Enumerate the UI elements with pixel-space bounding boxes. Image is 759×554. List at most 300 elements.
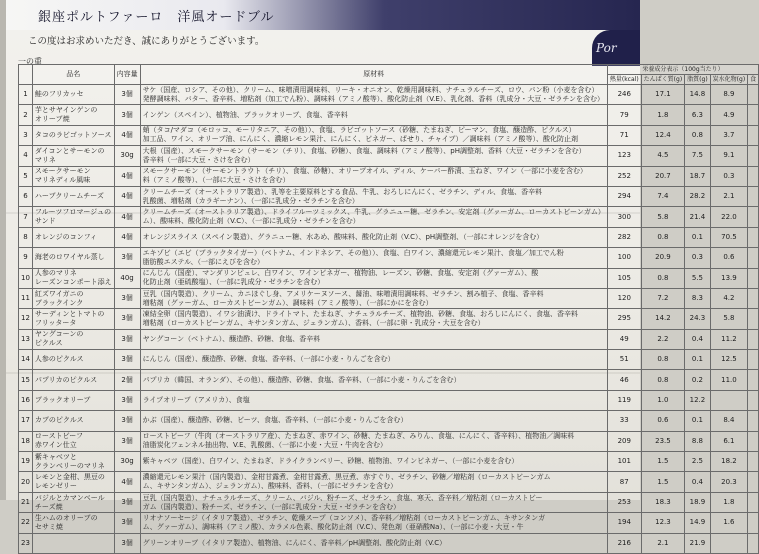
protein-value: 7.2 — [641, 288, 685, 308]
product-name-line: ハーブクリームチーズ — [34, 192, 104, 201]
fat-value: 21.9 — [685, 533, 711, 553]
carb-value: 8.9 — [710, 85, 748, 105]
product-name-line: マリネ — [34, 155, 56, 164]
ingredients — [140, 227, 607, 247]
product-name-line: 紫キャベツと — [34, 452, 77, 461]
energy-value: 300 — [607, 207, 641, 227]
table-row — [19, 431, 759, 451]
protein-value: 20.9 — [641, 248, 685, 268]
energy-value: 79 — [607, 105, 641, 125]
product-name — [32, 146, 114, 166]
table-row — [19, 513, 759, 533]
product-name — [32, 329, 114, 349]
no-header — [19, 65, 33, 85]
carb-value: 20.3 — [710, 472, 748, 492]
carb-value: 0.3 — [710, 166, 748, 186]
table-row — [19, 125, 759, 145]
table-row — [19, 390, 759, 410]
product-name — [32, 350, 114, 370]
ingredients-line: インゲン（スペイン）、植物油、ブラックオリーブ、食塩、香辛料 — [142, 110, 348, 119]
row-number: 10 — [19, 268, 33, 288]
product-name — [32, 472, 114, 492]
quantity: 3個 — [114, 390, 140, 410]
quantity: 4個 — [114, 472, 140, 492]
protein-value: 20.7 — [641, 166, 685, 186]
product-name — [32, 452, 114, 472]
protein-value: 0.8 — [641, 227, 685, 247]
page-title: 銀座ポルトファーロ 洋風オードブル — [38, 10, 275, 25]
protein-value: 17.1 — [641, 85, 685, 105]
ingredients-line: ム）、酸味料、酸化防止剤（V.C）、（一部に乳成分・ゼラチンを含む） — [142, 217, 360, 226]
ingredients — [140, 329, 607, 349]
ingredients-line: 凍結全卵（国内製造）、イワシ油漬け、ドライトマト、たまねぎ、ナチュラルチーズ、植物油、砂糖、食塩、おろしにんにく、食塩、香辛料 — [142, 309, 578, 318]
product-name-line: ローストビーフ — [34, 432, 83, 441]
product-name-line: ピクルス — [34, 339, 63, 348]
fat-value: 5.5 — [685, 268, 711, 288]
product-name-line: 人参のマリネ — [34, 269, 77, 278]
ingredients-line: スモークサーモン（サーモントラウト（チリ）、食塩、砂糖）、オリーブオイル、ディル、ケーパー酢漬、玉ねぎ、ワイン（一部に小麦を含む） — [142, 167, 588, 176]
salt-value — [748, 186, 759, 206]
product-name-line: オリーブ焼 — [34, 115, 70, 124]
salt-value — [748, 431, 759, 451]
product-name-line: サーディンとトマトの — [34, 309, 105, 318]
table-row — [19, 533, 759, 553]
product-name-line: パプリカのピクルス — [34, 375, 98, 384]
product-name-line: カブのピクルス — [34, 416, 84, 425]
table-row — [19, 370, 759, 390]
table-row — [19, 288, 759, 308]
product-name-line: 海老のロワイヤル蒸し — [34, 253, 105, 262]
salt-value — [748, 288, 759, 308]
energy-value: 51 — [607, 350, 641, 370]
salt-header: 食 — [748, 75, 759, 85]
quantity: 4個 — [114, 186, 140, 206]
protein-value: 2.2 — [641, 329, 685, 349]
protein-value: 1.5 — [641, 472, 685, 492]
page-left-edge — [0, 0, 6, 500]
fat-value: 18.9 — [685, 492, 711, 512]
energy-value: 253 — [607, 492, 641, 512]
row-number: 3 — [19, 125, 33, 145]
product-name — [32, 166, 114, 186]
quantity: 3個 — [114, 105, 140, 125]
ingredients-line: 乳酸菌、増粘剤（カラギーナン）、（一部に乳成分・ゼラチンを含む） — [142, 196, 359, 205]
fat-value: 0.2 — [685, 370, 711, 390]
ingredients-line: 豆乳（国内製造）、ナチュラルチーズ、クリーム、バジル、粉チーズ、ゼラチン、食塩、寒天、香辛料／増粘剤（ローカストビー — [142, 493, 543, 502]
fat-value: 6.3 — [685, 105, 711, 125]
salt-value — [748, 533, 759, 553]
ingredients-line: エキゾビ（エビ（ブラックタイガー）（ベトナム、インドネシア、その他））、食塩、白ワイン、濃縮還元レモン果汁、食塩／加工でん粉 — [142, 248, 564, 257]
carb-value: 12.5 — [710, 350, 748, 370]
carb-value: 3.7 — [710, 125, 748, 145]
quantity: 3個 — [114, 492, 140, 512]
product-name-line: 芋とサヤインゲンの — [34, 106, 98, 115]
product-name — [32, 370, 114, 390]
energy-header: 熱量(kcal) — [607, 75, 641, 85]
ingredients-line: ライプオリーブ（アメリカ）、食塩 — [142, 396, 250, 405]
product-name — [32, 431, 114, 451]
ingredients — [140, 207, 607, 227]
protein-value: 23.5 — [641, 431, 685, 451]
row-number: 6 — [19, 186, 33, 206]
product-name-line: 人参のピクルス — [34, 355, 84, 364]
ingredients-line: 発酵調味料、バター、香辛料、増粘剤（加工でん粉）、調味料（アミノ酸等）、酸化防止剤（V.E）、乳化剤、香料（乳成分・大豆・ゼラチンを含む） — [142, 94, 604, 103]
fat-value: 0.4 — [685, 329, 711, 349]
salt-value — [748, 248, 759, 268]
carb-value: 1.8 — [710, 492, 748, 512]
row-number: 23 — [19, 533, 33, 553]
ingredients — [140, 533, 607, 553]
energy-value: 120 — [607, 288, 641, 308]
quantity: 3個 — [114, 329, 140, 349]
product-name — [32, 268, 114, 288]
table-row — [19, 166, 759, 186]
energy-value: 49 — [607, 329, 641, 349]
ingredients-line: 加工品、ワイン、オリーブ油、にんにく、濃縮レモン果汁、にんにく、ビネガー、ぱせり、チャイブ）／調味料（アミノ酸等）、酸化防止剤 — [142, 135, 579, 144]
table-row — [19, 85, 759, 105]
fat-value: 14.8 — [685, 85, 711, 105]
ingredients — [140, 370, 607, 390]
carb-value — [710, 533, 748, 553]
ingredients — [140, 472, 607, 492]
ingredients-line: 香辛料（一部に大豆・さけを含む） — [142, 155, 255, 164]
ingredients-line: パプリカ（韓国、オランダ）、その他）、醸造酢、砂糖、食塩、香辛料、（一部に小麦・りんごを含む） — [142, 375, 461, 384]
ingredients — [140, 390, 607, 410]
energy-value: 105 — [607, 268, 641, 288]
row-number: 15 — [19, 370, 33, 390]
product-name-line: タコのラビゴットソース — [34, 130, 112, 139]
nutrition-header: 栄養成分表示（100g当たり） — [607, 65, 758, 75]
qty-header: 内容量 — [114, 65, 140, 85]
ingredients — [140, 248, 607, 268]
ingredients — [140, 85, 607, 105]
quantity: 3個 — [114, 85, 140, 105]
ingredients-line: 豆乳（国内製造）、クリーム、カニほぐし身、アメリケーヌソース、醤油、味噌漬用調味料、ゼラチン、割み植子、食塩、香辛料 — [142, 289, 544, 298]
energy-value: 123 — [607, 146, 641, 166]
carb-value: 11.0 — [710, 370, 748, 390]
quantity: 4個 — [114, 166, 140, 186]
product-name — [32, 227, 114, 247]
fat-value: 8.3 — [685, 288, 711, 308]
row-number: 7 — [19, 207, 33, 227]
fat-value: 14.9 — [685, 513, 711, 533]
product-name — [32, 309, 114, 329]
product-name-line: レモンゼリー — [34, 482, 77, 491]
ingredients-table — [18, 64, 759, 554]
ingredients-line: ム、グァーガム）、調味料（アミノ酸）、カラメル色素、酸化防止剤（V.C）、発色剤（亜硝酸Na）、（一部に小麦・大豆・牛 — [142, 522, 524, 531]
product-name — [32, 513, 114, 533]
product-name-line: 紅ズワイガニの — [34, 289, 84, 298]
protein-value: 0.8 — [641, 370, 685, 390]
energy-value: 119 — [607, 390, 641, 410]
salt-value — [748, 329, 759, 349]
ingredients — [140, 268, 607, 288]
product-name — [32, 411, 114, 431]
fat-value: 0.8 — [685, 125, 711, 145]
protein-value: 5.8 — [641, 207, 685, 227]
protein-value: 14.2 — [641, 309, 685, 329]
product-name-line: バジルとカマンベール — [34, 493, 105, 502]
table-row — [19, 472, 759, 492]
row-number: 21 — [19, 492, 33, 512]
carb-value: 11.2 — [710, 329, 748, 349]
protein-value: 12.3 — [641, 513, 685, 533]
product-name — [32, 492, 114, 512]
ingredients-line: 紫キャベツ（国産）、白ワイン、たまねぎ、ドライクランベリー、砂糖、植物油、ワインビネガー、（一部に小麦を含む） — [142, 457, 519, 466]
product-name-line: チーズ焼 — [34, 502, 63, 511]
ingredients-line: クリームチーズ（オーストラリア製造）、乳等を主要原料とする食品、牛乳、おろしにんにく、ゼラチン、ディル、食塩、香辛料 — [142, 187, 543, 196]
fat-value: 24.3 — [685, 309, 711, 329]
ingredients-line: ヤングコーン（ベトナム）、醸造酢、砂糖、食塩、香辛料 — [142, 334, 321, 343]
salt-value — [748, 146, 759, 166]
row-number: 18 — [19, 431, 33, 451]
ingredients-line: 化防止剤（亜硫酸塩）、（一部に乳成分・ゼラチンを含む） — [142, 278, 325, 287]
row-number: 4 — [19, 146, 33, 166]
product-name — [32, 105, 114, 125]
energy-value: 246 — [607, 85, 641, 105]
ingredients — [140, 146, 607, 166]
table-row — [19, 227, 759, 247]
quantity: 3個 — [114, 411, 140, 431]
protein-value: 7.4 — [641, 186, 685, 206]
quantity: 3個 — [114, 288, 140, 308]
carb-value: 22.0 — [710, 207, 748, 227]
table-row — [19, 105, 759, 125]
energy-value: 282 — [607, 227, 641, 247]
ingredients-line: クリームチーズ（オーストラリア製造）、ドライフルーツミックス、牛乳、グラニュー糖、ゼラチン、安定剤（グァーガム、ローカストビーンガム） — [142, 208, 605, 217]
table-row — [19, 248, 759, 268]
ingredients-line: 蛸（タコ/マダコ（モロッコ、モーリタニア、その他））、食塩、ラビゴットソース（砂糖、たまねぎ、ピーマン、食塩、醸造酢、ピクルス） — [142, 126, 576, 135]
ingredients — [140, 186, 607, 206]
carb-value: 8.4 — [710, 411, 748, 431]
ingredients-line: オレンジスライス（スペイン製造）、グラニュー糖、水あめ、酸味料、酸化防止剤（V.C）、pH調整剤、（一部にオレンジを含む） — [142, 232, 544, 241]
product-name-line: フルーツフロマージュの — [34, 208, 112, 217]
ingredients-line: ム、キサンタンガム）、ジェランガム）、酸味料、香料、（一部にゼラチンを含む） — [142, 482, 398, 491]
salt-value — [748, 268, 759, 288]
row-number: 20 — [19, 472, 33, 492]
product-name — [32, 85, 114, 105]
ingredients — [140, 288, 607, 308]
quantity: 30g — [114, 146, 140, 166]
ingredients-line: 油脂炭化フェンネル抽出物、V.E、乳酸菌、（一部に小麦・大豆・牛肉を含む） — [142, 441, 388, 450]
ingredients — [140, 411, 607, 431]
ingredients-line: にんじん（国産）、醸造酢、砂糖、食塩、香辛料、（一部に小麦・りんごを含む） — [142, 355, 395, 364]
row-number: 19 — [19, 452, 33, 472]
ingredients-line: サケ（国産、ロシア、その他）、クリーム、味噌漬用調味料、リーキ・オニオン、乾燥用調味料、ナチュラルチーズ、ロウ、パン粉（小麦を含む） — [142, 85, 599, 94]
table-row — [19, 329, 759, 349]
quantity: 3個 — [114, 350, 140, 370]
quantity: 2個 — [114, 370, 140, 390]
quantity: 3個 — [114, 248, 140, 268]
row-number: 11 — [19, 288, 33, 308]
ingredients — [140, 513, 607, 533]
ingredients-line: ガム（国内製造）、粉チーズ、ゼラチン、（一部に乳成分・大豆・ゼラチンを含む） — [142, 502, 401, 511]
ingredients — [140, 125, 607, 145]
fat-value: 0.4 — [685, 472, 711, 492]
product-name-line: セサミ焼 — [34, 522, 63, 531]
ingredients-line: 大根（国産）、スモークサーモン（サーモン（チリ）、食塩、砂糖）、食塩、調味料（アミノ酸等）、pH調整剤、香料（大豆・ゼラチンを含む） — [142, 146, 586, 155]
greeting-text: この度はお求めいただき、誠にありがとうございます。 — [28, 36, 265, 47]
fat-value: 2.5 — [685, 452, 711, 472]
protein-header: たんぱく質(g) — [641, 75, 685, 85]
product-name-line: フリッタータ — [34, 318, 77, 327]
product-name-line: サンド — [34, 217, 56, 226]
ingredients — [140, 452, 607, 472]
ingredients-line: 増粘剤（グァーガム、ローカストビーンガム）、調味料（アミノ酸等）、（一部にかにを含む） — [142, 298, 433, 307]
row-number: 14 — [19, 350, 33, 370]
fat-value: 21.4 — [685, 207, 711, 227]
protein-value: 2.1 — [641, 533, 685, 553]
ingredients — [140, 105, 607, 125]
energy-value: 194 — [607, 513, 641, 533]
ingredients-header: 原材料 — [140, 65, 607, 85]
carb-value: 9.1 — [710, 146, 748, 166]
table-row — [19, 350, 759, 370]
carb-value: 70.5 — [710, 227, 748, 247]
fat-value: 0.1 — [685, 350, 711, 370]
ingredients-line: 濃縮還元レモン果汁（国内製造）、金柑甘露煮、金柑甘露煮、黒豆煮、赤すぐり、ゼラチン、砂糖／増粘剤（ローカストビーンガム — [142, 473, 551, 482]
row-number: 13 — [19, 329, 33, 349]
ingredients — [140, 492, 607, 512]
product-name — [32, 390, 114, 410]
energy-value: 33 — [607, 411, 641, 431]
product-name — [32, 288, 114, 308]
salt-value — [748, 105, 759, 125]
salt-value — [748, 492, 759, 512]
fat-value: 28.2 — [685, 186, 711, 206]
protein-value: 1.0 — [641, 390, 685, 410]
protein-value: 0.8 — [641, 350, 685, 370]
energy-value: 71 — [607, 125, 641, 145]
product-name — [32, 248, 114, 268]
product-name-line: 生ハムのオリーブの — [34, 513, 98, 522]
product-name-line: スモークサーモン — [34, 167, 91, 176]
table-row — [19, 186, 759, 206]
ingredients-line: 脂肪酸エステル、（一部にえびを含む） — [142, 257, 265, 266]
quantity: 4個 — [114, 227, 140, 247]
table-row — [19, 492, 759, 512]
carb-value: 6.1 — [710, 431, 748, 451]
table-row — [19, 268, 759, 288]
protein-value: 0.6 — [641, 411, 685, 431]
row-number: 22 — [19, 513, 33, 533]
quantity: 3個 — [114, 513, 140, 533]
quantity: 4個 — [114, 207, 140, 227]
product-name-line: クランベリーのマリネ — [34, 461, 105, 470]
protein-value: 18.3 — [641, 492, 685, 512]
protein-value: 1.8 — [641, 105, 685, 125]
fat-value: 0.1 — [685, 227, 711, 247]
energy-value: 209 — [607, 431, 641, 451]
energy-value: 295 — [607, 309, 641, 329]
product-name-line: オレンジのコンフィ — [34, 232, 98, 241]
salt-value — [748, 207, 759, 227]
row-number: 5 — [19, 166, 33, 186]
table-row — [19, 309, 759, 329]
salt-value — [748, 370, 759, 390]
ingredients-line: かぶ（国産）、醸造酢、砂糖、ビーツ、食塩、香辛料、（一部に小麦・りんごを含む） — [142, 416, 408, 425]
ingredients — [140, 309, 607, 329]
row-number: 2 — [19, 105, 33, 125]
product-name-line: ダイコンとサーモンの — [34, 146, 105, 155]
ingredients-line: 増粘剤（ローカストビーンガム、キサンタンガム、ジェランガム）、香料、（一部に卵・乳成分・大豆を含む） — [142, 318, 485, 327]
product-name-line: レモンと金柑、黒豆の — [34, 473, 105, 482]
row-number: 17 — [19, 411, 33, 431]
product-name-line: マリネディル風味 — [34, 176, 91, 185]
quantity: 30g — [114, 452, 140, 472]
product-name-line: ブラックインク — [34, 298, 84, 307]
quantity: 4個 — [114, 125, 140, 145]
salt-value — [748, 513, 759, 533]
carb-value: 4.9 — [710, 105, 748, 125]
ingredients — [140, 166, 607, 186]
quantity: 3個 — [114, 431, 140, 451]
salt-value — [748, 227, 759, 247]
energy-value: 252 — [607, 166, 641, 186]
salt-value — [748, 85, 759, 105]
fat-value: 18.7 — [685, 166, 711, 186]
name-header: 品名 — [32, 65, 114, 85]
ingredients — [140, 350, 607, 370]
protein-value: 0.8 — [641, 268, 685, 288]
ingredients-line: リオナソーセージ（イタリア製造）、ゼラチン、乾燥スープ（コンソメ）、香辛料／増粘剤（ローカストビーンガム、キサンタンガ — [142, 513, 546, 522]
product-name — [32, 125, 114, 145]
energy-value: 101 — [607, 452, 641, 472]
product-name-line: 赤ワイン仕立 — [34, 441, 77, 450]
row-number: 8 — [19, 227, 33, 247]
row-number: 9 — [19, 248, 33, 268]
fat-value: 0.3 — [685, 248, 711, 268]
product-name — [32, 186, 114, 206]
quantity: 3個 — [114, 533, 140, 553]
salt-value — [748, 166, 759, 186]
salt-value — [748, 452, 759, 472]
protein-value: 12.4 — [641, 125, 685, 145]
ingredients — [140, 431, 607, 451]
fat-value: 7.5 — [685, 146, 711, 166]
table-row — [19, 411, 759, 431]
energy-value: 294 — [607, 186, 641, 206]
ingredients-line: ローストビーフ（牛肉（オーストラリア産）、たまねぎ、赤ワイン、砂糖、たまねぎ、みりん、食塩、にんにく、香辛料）、植物油／調味料 — [142, 432, 575, 441]
table-row — [19, 452, 759, 472]
protein-value: 1.5 — [641, 452, 685, 472]
table-row — [19, 146, 759, 166]
salt-value — [748, 350, 759, 370]
carb-value: 4.2 — [710, 288, 748, 308]
row-number: 12 — [19, 309, 33, 329]
product-name-line: ヤングコーンの — [34, 330, 84, 339]
salt-value — [748, 390, 759, 410]
quantity: 40g — [114, 268, 140, 288]
protein-value: 4.5 — [641, 146, 685, 166]
row-number: 1 — [19, 85, 33, 105]
ingredients-line: 料（アミノ酸等）、（一部に大豆・さけを含む） — [142, 176, 290, 185]
table-row — [19, 207, 759, 227]
carb-value: 1.6 — [710, 513, 748, 533]
salt-value — [748, 472, 759, 492]
energy-value: 46 — [607, 370, 641, 390]
salt-value — [748, 411, 759, 431]
product-name — [32, 533, 114, 553]
salt-value — [748, 309, 759, 329]
carb-value: 2.1 — [710, 186, 748, 206]
energy-value: 100 — [607, 248, 641, 268]
carb-value: 13.9 — [710, 268, 748, 288]
section-label: 一の重 — [18, 57, 42, 66]
carb-header: 炭水化物(g) — [710, 75, 748, 85]
ingredients-line: にんじん（国産）、マンダリンピュレ、白ワイン、ワインビネガー、植物油、レーズン、砂糖、食塩、安定剤（グァーガム）、酸 — [142, 269, 539, 278]
product-name-line: ブラックオリーブ — [34, 396, 91, 405]
